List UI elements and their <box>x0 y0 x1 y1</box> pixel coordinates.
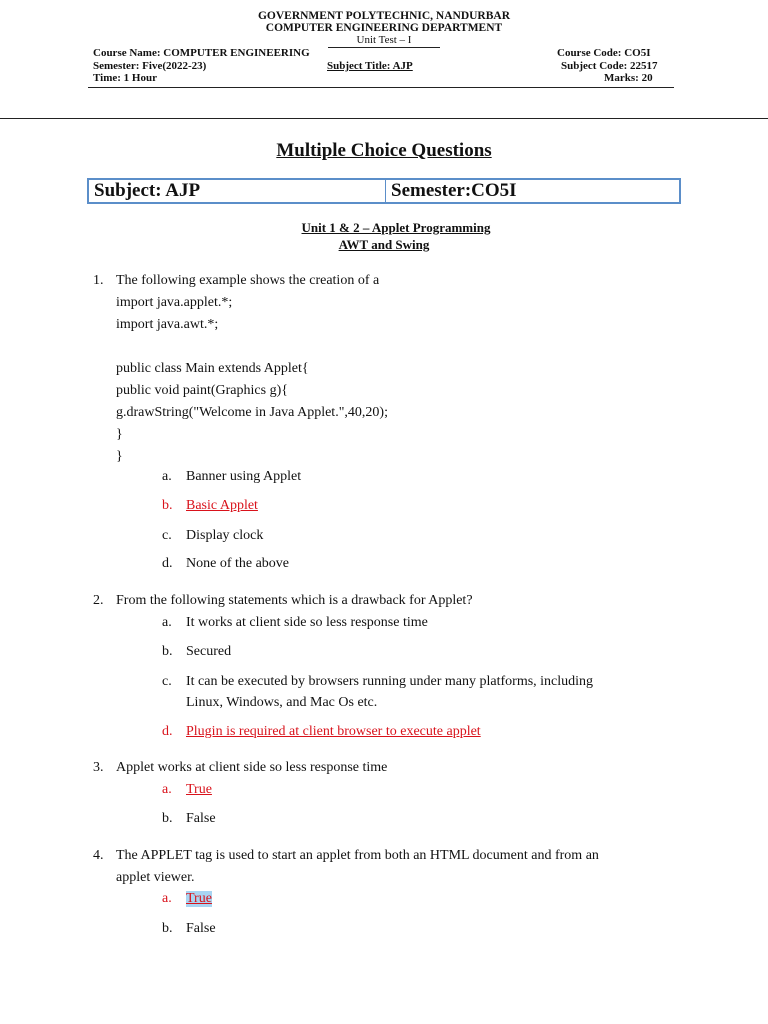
option-text-correct: Plugin is required at client browser to execute applet <box>186 724 481 739</box>
option-text-continued: Linux, Windows, and Mac Os etc. <box>186 695 378 710</box>
test-underline <box>328 47 440 48</box>
option-letter-correct: d. <box>162 724 173 739</box>
option-text: It works at client side so less response time <box>186 615 428 630</box>
option-text: It can be executed by browsers running under many platforms, including <box>186 674 594 689</box>
option-letter: a. <box>162 469 172 484</box>
header-rule <box>88 87 674 88</box>
option-text: Banner using Applet <box>186 469 302 484</box>
marks-info: Marks: 20 <box>604 72 653 84</box>
code-line: public class Main extends Applet{ <box>116 361 309 376</box>
department-name: COMPUTER ENGINEERING DEPARTMENT <box>265 22 503 34</box>
option-letter: b. <box>162 921 173 936</box>
option-letter: b. <box>162 811 173 826</box>
question-text: Applet works at client side so less response time <box>116 760 388 775</box>
option-text-correct: True <box>186 782 212 797</box>
test-name: Unit Test – I <box>356 34 412 46</box>
option-letter-correct: b. <box>162 498 173 513</box>
code-line: g.drawString("Welcome in Java Applet.",40,20); <box>116 405 388 420</box>
question-text: The following example shows the creation of a <box>116 273 380 288</box>
code-line: import java.applet.*; <box>116 295 233 310</box>
subject-code: Subject Code: 22517 <box>561 60 658 72</box>
option-letter: c. <box>162 528 172 543</box>
option-letter: d. <box>162 556 173 571</box>
question-text: From the following statements which is a drawback for Applet? <box>116 593 473 608</box>
question-text-continued: applet viewer. <box>116 870 195 885</box>
course-code: Course Code: CO5I <box>557 47 651 59</box>
code-line: } <box>116 449 123 464</box>
code-line: } <box>116 427 123 442</box>
option-text: False <box>186 811 216 826</box>
semester-info: Semester: Five(2022-23) <box>93 60 207 72</box>
course-name: Course Name: COMPUTER ENGINEERING <box>93 47 310 59</box>
question-number: 2. <box>93 593 104 608</box>
option-text-correct-highlighted: True <box>186 891 212 906</box>
option-letter: b. <box>162 644 173 659</box>
option-text: Display clock <box>186 528 264 543</box>
unit-subheading: AWT and Swing <box>338 237 430 252</box>
page-separator <box>0 118 768 119</box>
option-text: None of the above <box>186 556 290 571</box>
option-letter: c. <box>162 674 172 689</box>
question-number: 1. <box>93 273 104 288</box>
page-title: Multiple Choice Questions <box>276 140 492 161</box>
question-number: 4. <box>93 848 104 863</box>
time-info: Time: 1 Hour <box>93 72 157 84</box>
semester-cell: Semester:CO5I <box>391 180 517 201</box>
option-letter-correct: a. <box>162 891 172 906</box>
question-number: 3. <box>93 760 104 775</box>
option-text-correct: Basic Applet <box>186 498 258 513</box>
institute-name: GOVERNMENT POLYTECHNIC, NANDURBAR <box>257 10 511 22</box>
question-text: The APPLET tag is used to start an applet from both an HTML document and from an <box>116 848 599 863</box>
code-line: import java.awt.*; <box>116 317 219 332</box>
subject-title: Subject Title: AJP <box>327 60 413 72</box>
option-text: False <box>186 921 216 936</box>
option-letter: a. <box>162 615 172 630</box>
subject-table <box>87 178 681 204</box>
unit-heading: Unit 1 & 2 – Applet Programming <box>301 220 491 235</box>
option-letter-correct: a. <box>162 782 172 797</box>
subject-cell: Subject: AJP <box>89 180 386 202</box>
code-line: public void paint(Graphics g){ <box>116 383 288 398</box>
option-text: Secured <box>186 644 232 659</box>
